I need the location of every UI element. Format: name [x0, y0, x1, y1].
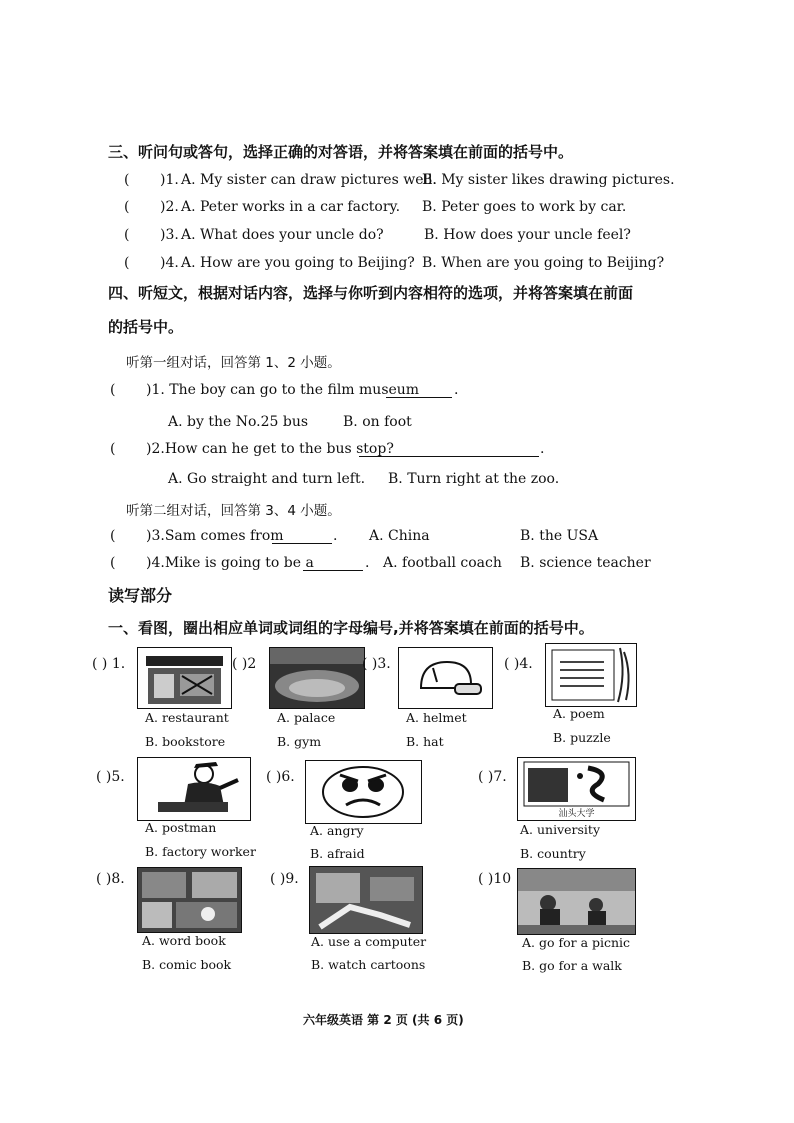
option-b: B. science teacher [520, 555, 651, 571]
item-number: )1. [160, 172, 179, 188]
group2-instruction: 听第二组对话，回答第 3、4 小题。 [126, 503, 341, 519]
option-b: B. gym [277, 734, 322, 749]
item-number[interactable]: ( )6. [266, 769, 295, 785]
option-a: A. helmet [406, 710, 467, 725]
answer-bracket[interactable]: ( [110, 441, 116, 457]
option-b: B. bookstore [145, 734, 226, 749]
gym-picture [269, 647, 365, 709]
question-text: )3.Sam comes from [146, 528, 284, 544]
option-a: A. angry [310, 823, 364, 838]
reading-heading: 一、看图，圈出相应单词或词组的字母编号,并将答案填在前面的括号中。 [108, 619, 594, 637]
option-b: B. comic book [142, 957, 232, 972]
poem-picture [545, 643, 637, 707]
answer-bracket[interactable]: ( [124, 255, 130, 271]
option-b: B. puzzle [553, 730, 611, 745]
option-a: A. Go straight and turn left. [168, 471, 366, 487]
answer-bracket[interactable]: ( [110, 555, 116, 571]
picnic-picture [517, 868, 636, 935]
helmet-picture [398, 647, 493, 709]
page-footer: 六年级英语 第 2 页 (共 6 页) [303, 1013, 464, 1027]
item-number[interactable]: ( )4. [504, 656, 533, 672]
option-a: A. by the No.25 bus [168, 414, 309, 430]
option-b: B. My sister likes drawing pictures. [422, 172, 675, 188]
item-number: )2. [160, 199, 179, 215]
question-text: )1. The boy can go to the film museum [146, 382, 420, 398]
reading-section-title: 读写部分 [108, 586, 173, 605]
period: . [333, 528, 338, 544]
option-a: A. palace [277, 710, 336, 725]
item-number[interactable]: ( )5. [96, 769, 125, 785]
comic-book-picture [137, 867, 242, 933]
option-a: A. poem [553, 706, 605, 721]
option-a: A. How are you going to Beijing? [181, 255, 415, 271]
option-a: A. My sister can draw pictures well. [181, 172, 437, 188]
option-b: B. When are you going to Beijing? [422, 255, 665, 271]
option-a: A. university [520, 822, 601, 837]
answer-bracket[interactable]: ( [124, 199, 130, 215]
section4-heading-line2: 的括号中。 [108, 318, 184, 336]
answer-blank[interactable] [359, 442, 539, 457]
option-b: B. on foot [343, 414, 412, 430]
answer-bracket[interactable]: ( [110, 528, 116, 544]
option-a: A. China [369, 528, 430, 544]
option-b: B. go for a walk [522, 958, 622, 973]
item-number[interactable]: ( )3. [362, 656, 391, 672]
option-b: B. How does your uncle feel? [424, 227, 631, 243]
item-number[interactable]: ( )8. [96, 871, 125, 887]
option-a: A. word book [142, 933, 226, 948]
item-number[interactable]: ( ) 1. [92, 656, 126, 672]
period: . [365, 555, 370, 571]
section4-heading-line1: 四、听短文，根据对话内容，选择与你听到内容相符的选项，并将答案填在前面 [108, 284, 634, 302]
option-b: B. watch cartoons [311, 957, 426, 972]
period: . [454, 382, 459, 398]
period: . [540, 441, 545, 457]
answer-bracket[interactable]: ( [124, 227, 130, 243]
answer-bracket[interactable]: ( [124, 172, 130, 188]
option-a: A. What does your uncle do? [181, 227, 384, 243]
option-b: B. the USA [520, 528, 599, 544]
item-number: )3. [160, 227, 179, 243]
question-text: )4.Mike is going to be a [146, 555, 314, 571]
university-picture [517, 757, 636, 821]
answer-bracket[interactable]: ( [110, 382, 116, 398]
item-number[interactable]: ( )7. [478, 769, 507, 785]
option-a: A. postman [145, 820, 217, 835]
section3-heading: 三、听问句或答句，选择正确的对答语，并将答案填在前面的括号中。 [108, 143, 574, 161]
option-b: B. hat [406, 734, 444, 749]
option-a: A. go for a picnic [522, 935, 631, 950]
option-b: B. factory worker [145, 844, 256, 859]
question-text: )2.How can he get to the bus stop? [146, 441, 394, 457]
option-a: A. restaurant [145, 710, 229, 725]
answer-blank[interactable] [386, 383, 452, 398]
watch-cartoons-picture [309, 866, 423, 934]
group1-instruction: 听第一组对话，回答第 1、2 小题。 [126, 355, 341, 371]
answer-blank[interactable] [303, 556, 363, 571]
option-b: B. country [520, 846, 586, 861]
option-b: B. afraid [310, 846, 365, 861]
option-b: B. Turn right at the zoo. [388, 471, 560, 487]
option-a: A. Peter works in a car factory. [181, 199, 401, 215]
item-number: )4. [160, 255, 179, 271]
option-b: B. Peter goes to work by car. [422, 199, 627, 215]
answer-blank[interactable] [272, 529, 332, 544]
bookstore-picture [137, 647, 232, 709]
item-number[interactable]: ( )2 [232, 656, 257, 672]
item-number[interactable]: ( )10 [478, 871, 512, 887]
item-number[interactable]: ( )9. [270, 871, 299, 887]
university-caption: 汕头大学 [558, 809, 595, 819]
angry-face-picture [305, 760, 422, 824]
factory-worker-picture [137, 757, 251, 821]
option-a: A. football coach [383, 555, 502, 571]
option-a: A. use a computer [311, 934, 427, 949]
